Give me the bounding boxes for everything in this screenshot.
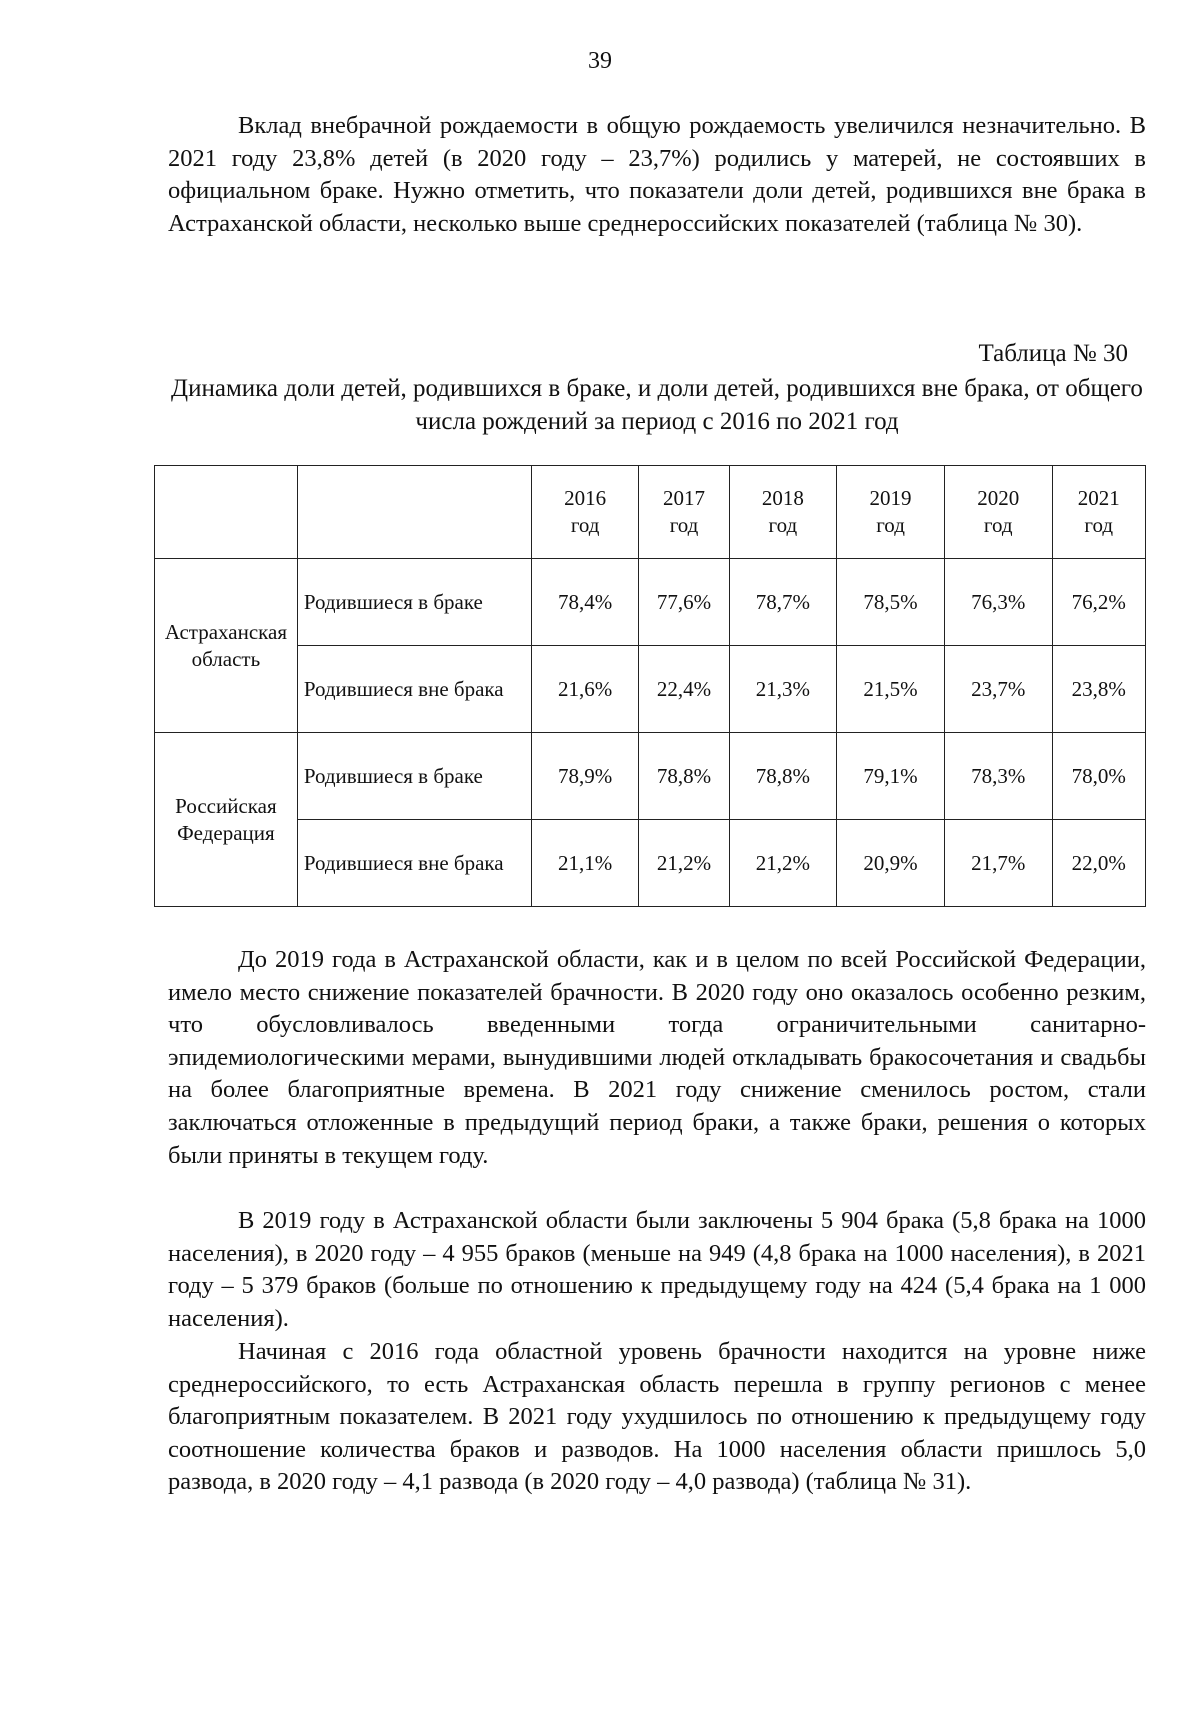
category-cell: Родившиеся в браке: [297, 733, 531, 820]
value-cell: 23,7%: [944, 646, 1052, 733]
body-paragraph: Начиная с 2016 года областной уровень брачности находится на уровне ниже среднероссийского, то есть Астраханская область перешла в группу регионов с менее благоприятным показателем. В 2021 году ухудшилось по отношению к предыдущему году соотношение количества браков и разводов. На 1000 населения области пришлось 5,0 развода, в 2020 году – 4,1 развода (в 2020 году – 4,0 развода) (таблица № 31).: [168, 1338, 1146, 1496]
table-row: [155, 646, 1146, 733]
header-year-2016: 2016 год: [531, 466, 639, 559]
value-cell: 22,4%: [639, 646, 729, 733]
value-cell: 22,0%: [1052, 820, 1145, 907]
body-paragraph: До 2019 года в Астраханской области, как и в целом по всей Российской Федерации, имело место снижение показателей брачности. В 2020 году оно оказалось особенно резким, что обусловливалось введенными тогда ограничительными санитарно-эпидемиологическими мерами, вынудившими людей откладывать бракосочетания и свадьбы на более благоприятные времена. В 2021 году снижение сменилось ростом, стали заключаться отложенные в предыдущий период браки, а также браки, решения о которых были приняты в текущем году.: [168, 946, 1146, 1169]
value-cell: 78,8%: [639, 733, 729, 820]
value-cell: 76,2%: [1052, 559, 1145, 646]
table-number-label: Таблица № 30: [978, 340, 1128, 367]
body-paragraph: В 2019 году в Астраханской области были заключены 5 904 брака (5,8 брака на 1000 населения), в 2020 году – 4 955 браков (меньше на 949 (4,8 брака на 1000 населения), в 2021 году – 5 379 браков (больше по отношению к предыдущему году на 424 (5,4 брака на 1 000 населения).: [168, 1207, 1146, 1332]
category-cell: Родившиеся вне брака: [297, 820, 531, 907]
value-cell: 78,9%: [531, 733, 639, 820]
region-cell: Астраханская область: [155, 559, 298, 733]
header-year-2020: 2020 год: [944, 466, 1052, 559]
value-cell: 23,8%: [1052, 646, 1145, 733]
value-cell: 21,3%: [729, 646, 837, 733]
category-cell: Родившиеся в браке: [297, 559, 531, 646]
value-cell: 78,8%: [729, 733, 837, 820]
value-cell: 78,7%: [729, 559, 837, 646]
header-year-2017: 2017 год: [639, 466, 729, 559]
value-cell: 78,3%: [944, 733, 1052, 820]
value-cell: 21,2%: [729, 820, 837, 907]
value-cell: 76,3%: [944, 559, 1052, 646]
header-year-2019: 2019 год: [837, 466, 945, 559]
table-row: [155, 559, 1146, 646]
value-cell: 20,9%: [837, 820, 945, 907]
table-title: Динамика доли детей, родившихся в браке, и доли детей, родившихся вне брака, от общего числа рождений за период с 2016 по 2021 год: [171, 375, 1143, 435]
header-year-2021: 2021 год: [1052, 466, 1145, 559]
category-cell: Родившиеся вне брака: [297, 646, 531, 733]
value-cell: 21,6%: [531, 646, 639, 733]
table-header-row: [155, 466, 1146, 559]
intro-paragraph: Вклад внебрачной рождаемости в общую рождаемость увеличился незначительно. В 2021 году 23,8% детей (в 2020 году – 23,7%) родились у матерей, не состоявших в официальном браке. Нужно отметить, что показатели доли детей, родившихся вне брака в Астраханской области, несколько выше среднероссийских показателей (таблица № 30).: [168, 112, 1146, 237]
value-cell: 78,0%: [1052, 733, 1145, 820]
value-cell: 78,4%: [531, 559, 639, 646]
value-cell: 77,6%: [639, 559, 729, 646]
table-row: [155, 820, 1146, 907]
header-empty-cell: [155, 466, 298, 559]
header-empty-cell: [297, 466, 531, 559]
header-year-2018: 2018 год: [729, 466, 837, 559]
value-cell: 21,1%: [531, 820, 639, 907]
table-row: [155, 733, 1146, 820]
page-number: 39: [588, 48, 612, 74]
value-cell: 79,1%: [837, 733, 945, 820]
region-cell: Российская Федерация: [155, 733, 298, 907]
value-cell: 21,5%: [837, 646, 945, 733]
value-cell: 78,5%: [837, 559, 945, 646]
value-cell: 21,2%: [639, 820, 729, 907]
data-table: [154, 465, 1146, 907]
value-cell: 21,7%: [944, 820, 1052, 907]
